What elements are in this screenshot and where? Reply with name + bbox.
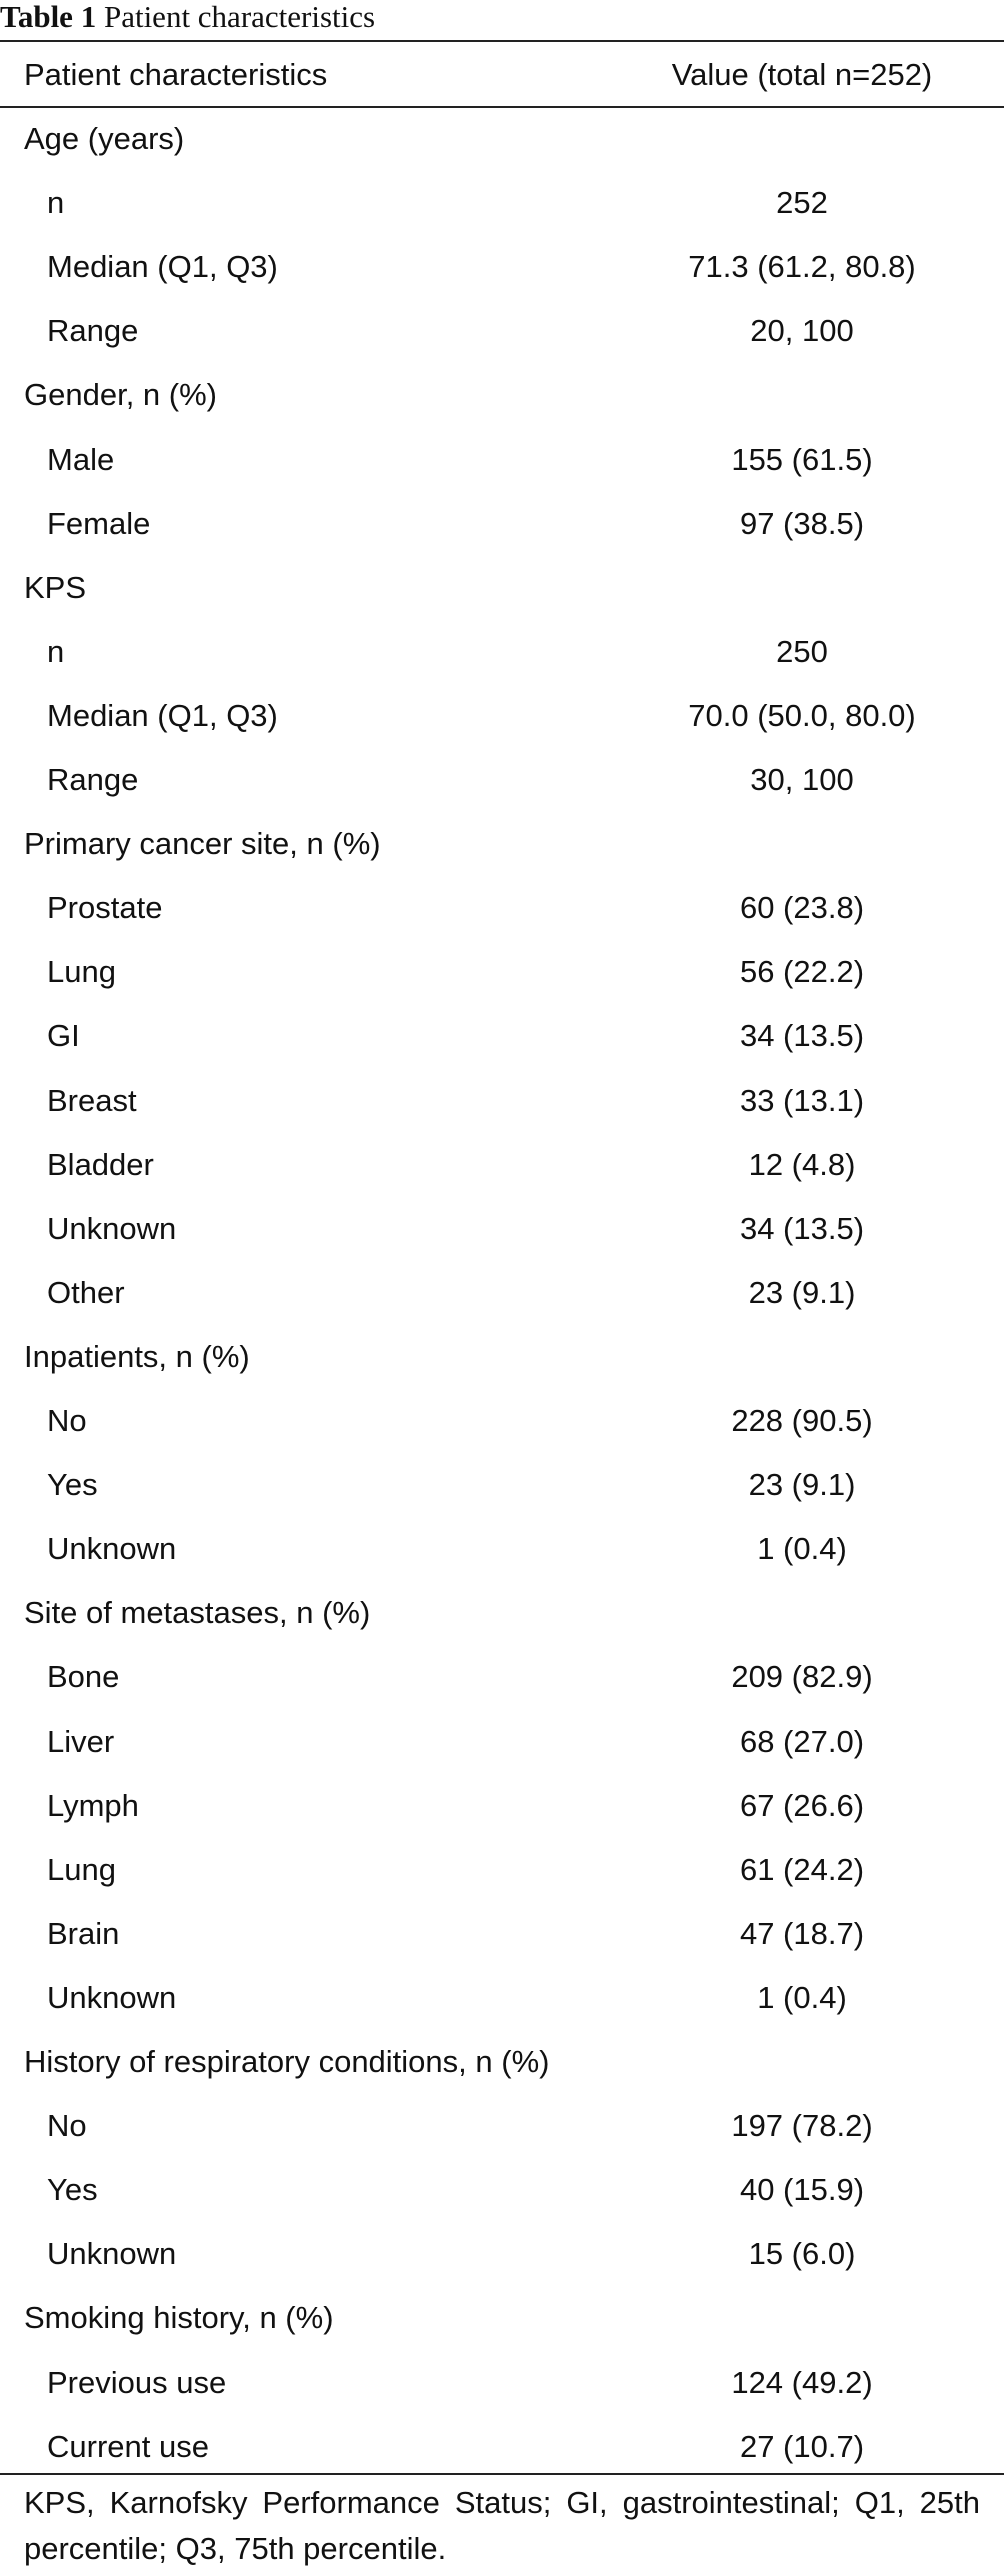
row-label: Bladder [47, 1146, 154, 1182]
row-label: Yes [47, 1467, 98, 1503]
table-row [0, 492, 1004, 556]
table-row [0, 620, 1004, 684]
row-label: Unknown [47, 1531, 177, 1567]
row-label: Inpatients, n (%) [24, 1338, 250, 1374]
header-col-value: Value (total n=252) [671, 57, 933, 92]
row-value: 70.0 (50.0, 80.0) [688, 697, 916, 733]
row-value: 15 (6.0) [748, 2236, 856, 2272]
row-label: Male [47, 441, 115, 477]
row-label: GI [47, 1018, 80, 1054]
row-label: Other [47, 1274, 125, 1310]
table-row [0, 748, 1004, 812]
table-row [0, 2158, 1004, 2222]
row-label: Lung [47, 954, 116, 990]
row-value: 23 (9.1) [748, 1467, 856, 1503]
row-value: 27 (10.7) [739, 2428, 865, 2464]
row-label: Unknown [47, 2236, 177, 2272]
row-value: 56 (22.2) [739, 954, 865, 990]
row-label: Unknown [47, 1210, 177, 1246]
table-row [0, 1261, 1004, 1325]
row-value: 124 (49.2) [731, 2364, 873, 2400]
row-value: 1 (0.4) [757, 1979, 847, 2015]
table-row [0, 428, 1004, 492]
row-label: Current use [47, 2428, 209, 2464]
row-value: 71.3 (61.2, 80.8) [688, 249, 916, 285]
top-rule [0, 40, 1004, 42]
row-label: Unknown [47, 1979, 177, 2015]
row-label: n [47, 633, 65, 669]
row-value: 155 (61.5) [731, 441, 873, 477]
table-row [0, 1774, 1004, 1838]
row-value: 20, 100 [750, 313, 854, 349]
table-group-row [0, 556, 1004, 620]
table-row [0, 1389, 1004, 1453]
row-value: 97 (38.5) [739, 505, 865, 541]
table-row [0, 2351, 1004, 2415]
row-label: Range [47, 313, 139, 349]
row-label: Lymph [47, 1787, 139, 1823]
table-group-row [0, 812, 1004, 876]
row-value: 250 [776, 633, 828, 669]
table-group-row [0, 107, 1004, 171]
table-group-row [0, 1325, 1004, 1389]
table-row [0, 684, 1004, 748]
row-label: Primary cancer site, n (%) [24, 826, 381, 862]
table-row [0, 1004, 1004, 1068]
row-value: 1 (0.4) [757, 1531, 847, 1567]
table-row [0, 2222, 1004, 2286]
row-label: Yes [47, 2172, 98, 2208]
row-label: Lung [47, 1851, 116, 1887]
table-row [0, 2415, 1004, 2479]
row-value: 23 (9.1) [748, 1274, 856, 1310]
table-group-row [0, 2030, 1004, 2094]
row-label: Age (years) [24, 121, 185, 156]
table-row [0, 171, 1004, 235]
row-label: Gender, n (%) [24, 377, 217, 413]
row-label: n [47, 185, 65, 221]
row-label: History of respiratory conditions, n (%) [24, 2044, 550, 2079]
table-row [0, 1966, 1004, 2030]
table-footnote: KPS, Karnofsky Performance Status; GI, gastrointestinal; Q1, 25th percentile; Q3, 75th percentile. [24, 2485, 980, 2566]
row-value: 12 (4.8) [748, 1146, 856, 1182]
table-row [0, 2094, 1004, 2158]
row-value: 47 (18.7) [739, 1915, 865, 1951]
header-col-characteristics: Patient characteristics [24, 57, 328, 92]
table-group-row [0, 2286, 1004, 2350]
table-row [0, 1197, 1004, 1261]
row-label: Breast [47, 1082, 137, 1118]
row-label: Smoking history, n (%) [24, 2300, 334, 2336]
table-row [0, 1453, 1004, 1517]
row-label: Median (Q1, Q3) [47, 697, 278, 733]
table-row [0, 1517, 1004, 1581]
row-value: 33 (13.1) [739, 1082, 865, 1118]
table-group-row [0, 363, 1004, 427]
row-label: No [47, 2108, 87, 2144]
table-caption [0, 0, 375, 38]
row-value: 61 (24.2) [739, 1851, 865, 1887]
row-label: Brain [47, 1915, 120, 1951]
row-value: 30, 100 [750, 762, 854, 797]
table-row [0, 1133, 1004, 1197]
row-value: 40 (15.9) [739, 2172, 865, 2208]
row-value: 68 (27.0) [739, 1723, 865, 1759]
table-row [0, 299, 1004, 363]
row-label: Liver [47, 1723, 115, 1759]
table-row [0, 876, 1004, 940]
row-label: Bone [47, 1659, 120, 1695]
row-label: Median (Q1, Q3) [47, 249, 278, 285]
row-label: Range [47, 762, 139, 797]
table-row [0, 1069, 1004, 1133]
table-row [0, 1838, 1004, 1902]
row-value: 34 (13.5) [739, 1210, 865, 1246]
row-value: 197 (78.2) [731, 2108, 873, 2144]
bottom-rule [0, 2473, 1004, 2475]
table-row [0, 1710, 1004, 1774]
row-label: Previous use [47, 2364, 227, 2400]
row-value: 228 (90.5) [731, 1403, 873, 1438]
row-label: Prostate [47, 890, 163, 926]
row-value: 67 (26.6) [739, 1787, 865, 1823]
table-row [0, 940, 1004, 1004]
row-label: Female [47, 505, 151, 541]
row-label: Site of metastases, n (%) [24, 1595, 371, 1631]
row-label: No [47, 1403, 87, 1438]
row-value: 60 (23.8) [739, 890, 865, 926]
table-row [0, 1902, 1004, 1966]
table-row [0, 235, 1004, 299]
row-value: 34 (13.5) [739, 1018, 865, 1054]
header-row [0, 43, 1004, 107]
row-value: 209 (82.9) [731, 1659, 873, 1695]
row-value: 252 [776, 185, 828, 221]
row-label: KPS [24, 569, 87, 605]
table-row [0, 1645, 1004, 1709]
table-number: Table 1 [0, 0, 97, 34]
table-title: Patient characteristics [103, 0, 376, 34]
table-group-row [0, 1581, 1004, 1645]
